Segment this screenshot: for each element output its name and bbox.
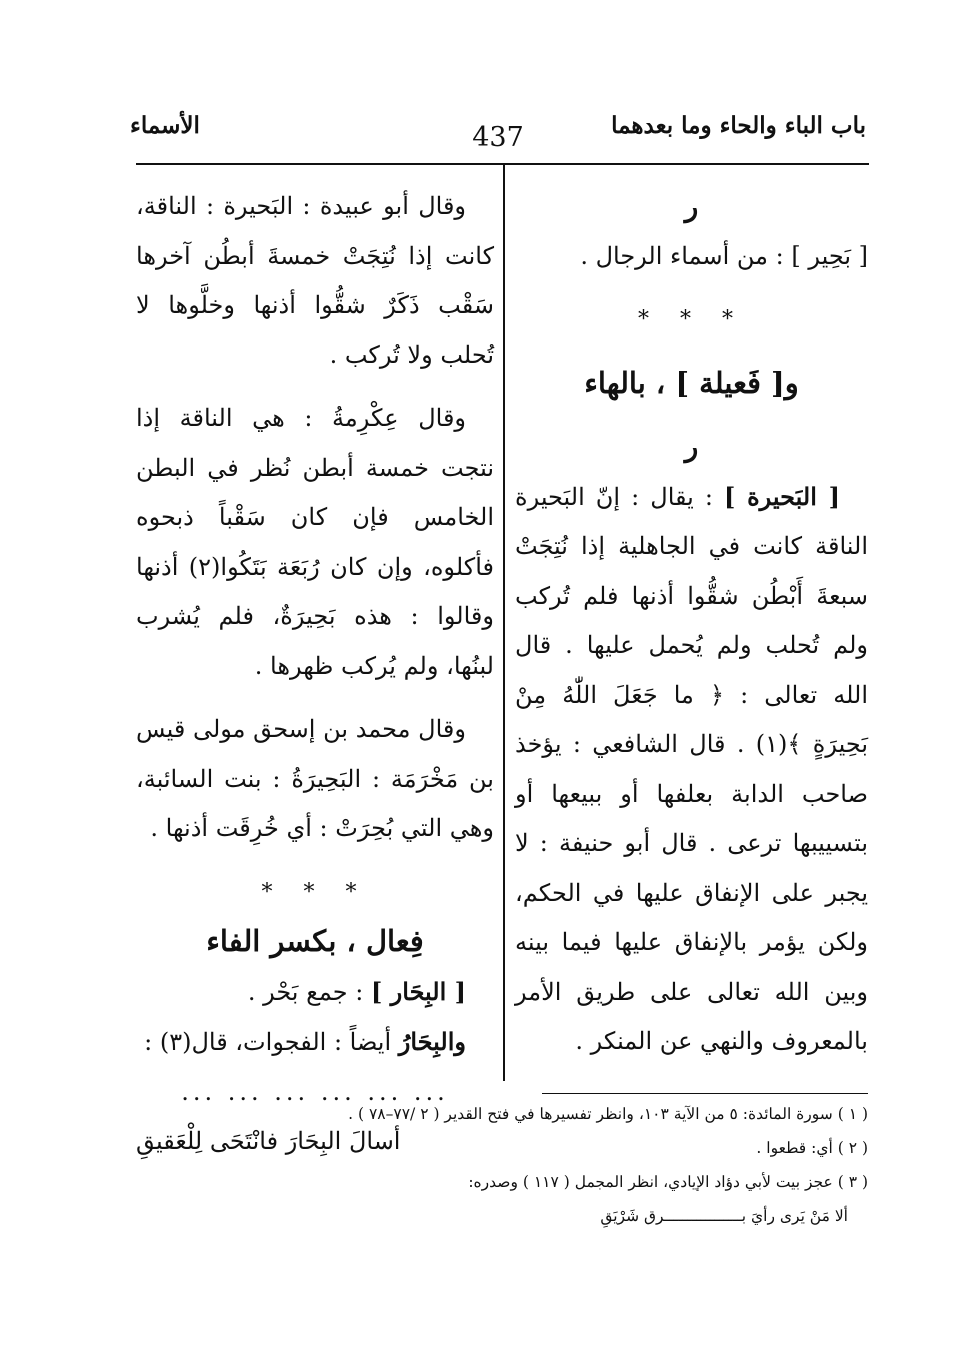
entry-label: والبِحَارُ xyxy=(398,1027,466,1056)
chapter-title: باب الباء والحاء وما بعدهما xyxy=(611,112,866,139)
footnote-1: ( ١ ) سورة المائدة: ٥ من الآية ١٠٣، وانظر تفسيرها في فتح القدير ( ٢ /٧٧–٧٨ ) . xyxy=(348,1105,868,1123)
separator-stars: * * * xyxy=(261,879,369,905)
pattern-heading: فِعال ، بكسر الفاء xyxy=(206,924,424,958)
page-number: 437 xyxy=(472,122,524,153)
entry-text: : يقال : إنّ البَحيرة الناقة كانت في الجاهلية إذا نُتِجَتْ سبعةَ أَبْطُن شقُّوا أذنها فلم تُركب ولم تُحلب ولم يُحمل عليها . قال الله تعالى : ﴿ ما جَعَلَ اللّٰهُ مِنْ بَحِيرَةٍ ﴾(١) . قال الشافعي : يؤخذ صاحب الدابة بعلفها أو ببيعها أو بتسييبها ترعى . قال أبو حنيفة : لا يجبر على الإنفاق عليها في الحكم، ولكن يؤمر بالإنفاق عليها فيما بينه وبين الله تعالى على طريق الأمر بالمعروف والنهي عن المنكر . xyxy=(515,482,868,1055)
paragraph-ibn-ishaq: وقال محمد بن إسحق مولى قيس بن مَخْرَمَة : البَحِيرَةُ : بنت السائبة، وهي التي بُحِرَتْ : أي خُرِقَت أذنها . xyxy=(136,715,494,842)
separator-stars: * * * xyxy=(638,307,745,332)
letter-heading: ر xyxy=(684,190,699,223)
column-divider xyxy=(503,164,505,1081)
letter-heading: ر xyxy=(684,430,699,463)
entry-bahira xyxy=(515,472,868,1067)
section-title: الأسماء xyxy=(130,112,200,139)
paragraph-ikrima: وقال عِكْرِمةُ : هي الناقة إذا نتجت خمسة أبطن نُظر في البطن الخامس فإن كان سَقْباً ذبحوه فأكلوه، وإن كان رُبَعَة بَتَكُوا(٢) أذنها وقالوا : هذه بَحِيرَةٌ، فلم يُشرب لبنُها، ولم يُركب ظهرها . xyxy=(136,404,494,680)
entry-bihar xyxy=(136,967,494,1018)
entry-bahir: [ بَحِير ] : من أسماء الرجال . xyxy=(580,241,868,270)
ellipsis-line: ... ... ... ... ... ... xyxy=(181,1077,449,1106)
paragraph-abu-ubayda: وقال أبو عبيدة : البَحيرة : الناقة، كانت إذا نُتِجَتْ خمسةَ أبطُن آخرها سَقْب ذَكَرٌ شقُّوا أذنها وخلَّوها لا تُحلب ولا تُركب . xyxy=(136,192,494,369)
footnote-verse: ألا مَنْ يَرى رأيَ بـــــــــــــــــرق شَرْيَقِ xyxy=(600,1207,848,1225)
left-column xyxy=(136,182,494,1167)
entry-text: أيضاً : الفجوات، قال(٣) : xyxy=(144,1028,399,1056)
pattern-heading: و[ فَعيلة ] ، بالهاء xyxy=(584,365,799,400)
footnote-3: ( ٣ ) عجز بيت لأبي دؤاد الإيادي، انظر المجمل ( ١١٧ ) وصدره: xyxy=(468,1173,868,1191)
poetry-verse: أسالَ البِحَارَ فانْتَحَى لِلْعَقيقِ xyxy=(136,1127,401,1155)
footnote-2: ( ٢ ) أي: قطعوا . xyxy=(756,1139,868,1157)
entry-label: [ البِحَار ] xyxy=(370,976,466,1006)
entry-bihar-2 xyxy=(136,1017,494,1068)
running-header xyxy=(130,108,866,154)
right-column xyxy=(515,182,868,1067)
footnote-rule xyxy=(542,1093,868,1094)
entry-text: : جمع بَحْر . xyxy=(247,977,371,1006)
entry-label: [ البَحيرة ] xyxy=(723,481,840,511)
footnotes xyxy=(320,1097,868,1233)
